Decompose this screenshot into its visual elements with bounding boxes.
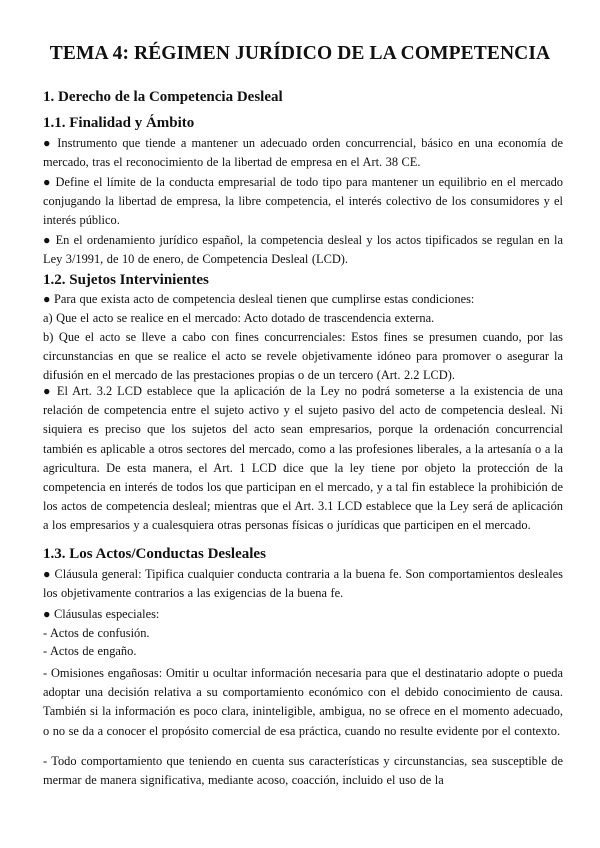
paragraph: ● Cláusulas especiales: xyxy=(43,607,160,621)
paragraph: - Omisiones engañosas: Omitir u ocultar información necesaria para que el destinatario adopte o pueda adoptar una decisión relativa a su comportamiento económico con el debido conocimiento de causa. También si la información es poco clara, ininteligible, ambigua, no se ofrece en el momento adecuado, o no se da a conocer el propósito comercial de esa práctica, cuando no resulte evidente por el contexto. xyxy=(43,666,563,738)
paragraph: a) Que el acto se realice en el mercado: Acto dotado de trascendencia externa. xyxy=(43,311,435,325)
paragraph: ● Para que exista acto de competencia desleal tienen que cumplirse estas condiciones: xyxy=(43,292,475,306)
paragraph: b) Que el acto se lleve a cabo con fines concurrenciales: Estos fines se presumen cuando, por las circunstancias en que se realice el acto se revele objetivamente idóneo para promover o asegurar la difusión en el mercado de las prestaciones propias o de un tercero (Art. 2.2 LCD). xyxy=(43,330,563,383)
paragraph: ● El Art. 3.2 LCD establece que la aplicación de la Ley no podrá someterse a la existencia de una relación de competencia entre el sujeto activo y el sujeto pasivo del acto de competencia desleal. Ni siquiera es preciso que los sujetos del acto sean empresarios, porque la ordenación concurrencial también es aplicable a otros sectores del mercado, como a las profesiones liberales, a la artesanía o a la agricultura. De esta manera, el Art. 1 LCD dice que la ley tiene por objeto la protección de la competencia en interés de todos los que participan en el mercado, y a tal fin establece la prohibición de los actos de competencia desleal; mientras que el Art. 3.1 LCD establece que la Ley será de aplicación a los empresarios y a cualesquiera otras personas físicas o jurídicas que participen en el mercado. xyxy=(43,384,563,533)
section-1-3-heading: 1.3. Los Actos/Conductas Desleales xyxy=(43,546,266,562)
paragraph: ● En el ordenamiento jurídico español, la competencia desleal y los actos tipificados se regulan en la Ley 3/1991, de 10 de enero, de Competencia Desleal (LCD). xyxy=(43,233,563,267)
paragraph: ● Cláusula general: Tipifica cualquier conducta contraria a la buena fe. Son comportamientos desleales los objetivamente contrarios a las exigencias de la buena fe. xyxy=(43,567,563,601)
paragraph: ● Instrumento que tiende a mantener un adecuado orden concurrencial, básico en una economía de mercado, tras el reconocimiento de la libertad de empresa en el Art. 38 CE. xyxy=(43,136,563,170)
section-1-2-heading: 1.2. Sujetos Intervinientes xyxy=(43,272,209,288)
paragraph: - Actos de engaño. xyxy=(43,644,137,658)
document-title: TEMA 4: RÉGIMEN JURÍDICO DE LA COMPETENCIA xyxy=(49,43,551,64)
section-1-heading: 1. Derecho de la Competencia Desleal xyxy=(43,89,283,105)
paragraph: - Actos de confusión. xyxy=(43,626,150,640)
section-1-1-heading: 1.1. Finalidad y Ámbito xyxy=(43,115,195,131)
paragraph: - Todo comportamiento que teniendo en cuenta sus características y circunstancias, sea susceptible de mermar de manera significativa, mediante acoso, coacción, incluido el uso de la xyxy=(43,754,563,788)
paragraph: ● Define el límite de la conducta empresarial de todo tipo para mantener un equilibrio en el mercado conjugando la libertad de empresa, la libre competencia, el interés colectivo de los consumidores y el interés público. xyxy=(43,175,563,228)
